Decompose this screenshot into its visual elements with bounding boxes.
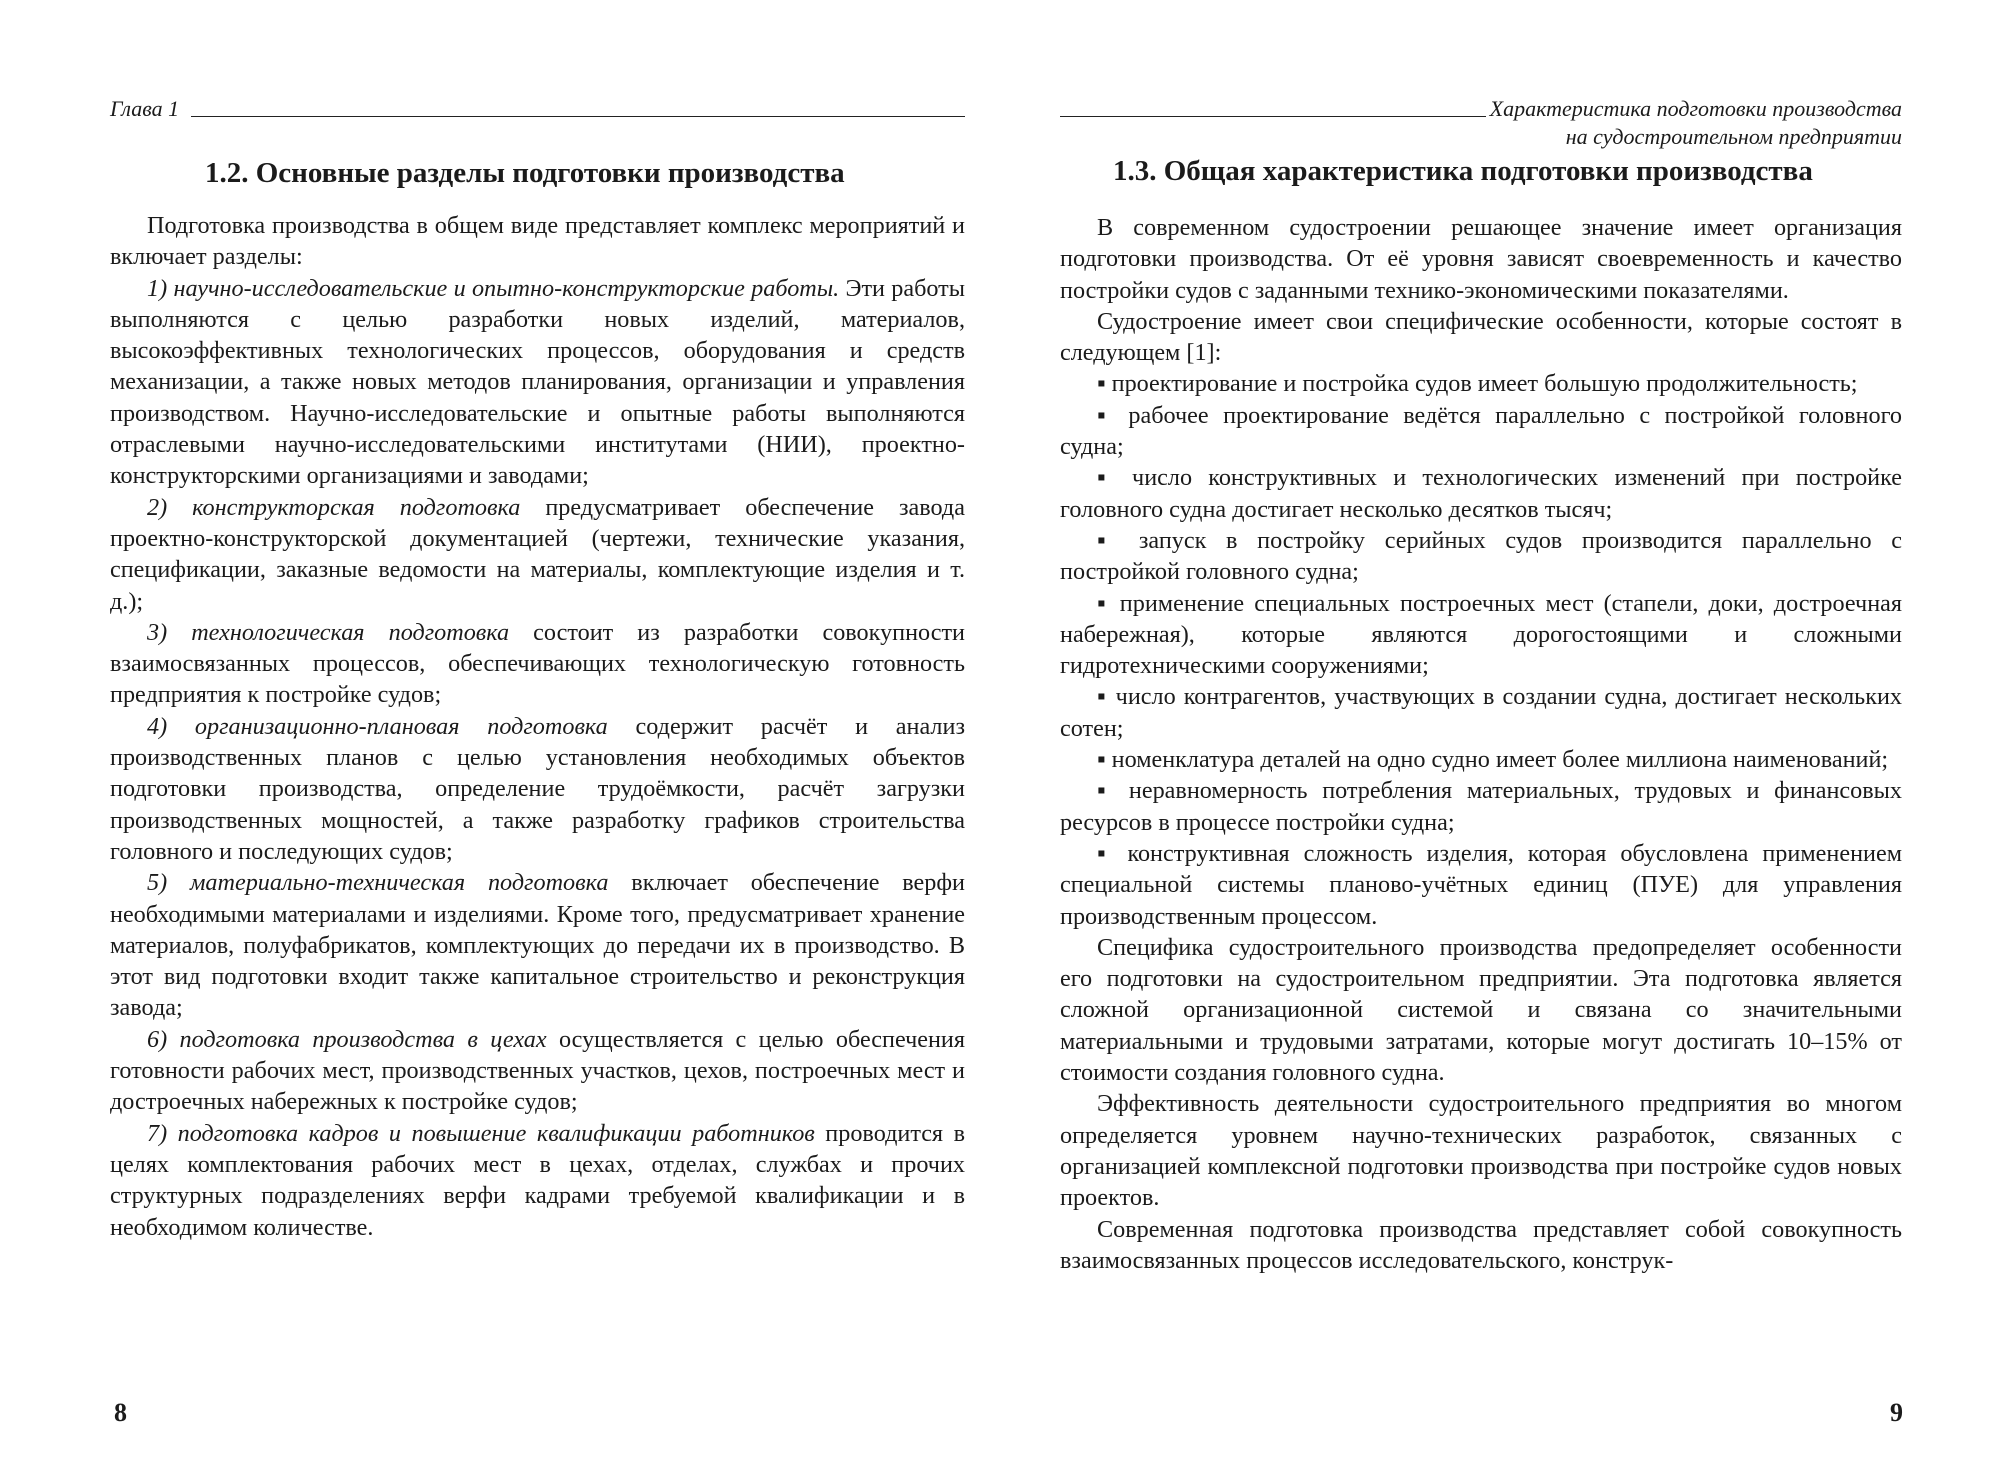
running-head-text-1: Характеристика подготовки производства: [1489, 96, 1902, 121]
bullet-item: ▪ число контрагентов, участвующих в создании судна, достигает нескольких сотен;: [1060, 683, 1902, 742]
right-body: [1060, 212, 1902, 1276]
header-rule: [1060, 116, 1486, 117]
bullet-item: ▪ проектирование и постройка судов имеет большую продолжительность;: [1097, 370, 1858, 398]
running-head-right: [1060, 95, 1902, 151]
list-item: [110, 492, 965, 617]
section-title-1-3: 1.3. Общая характеристика подготовки производства: [1113, 155, 1813, 187]
running-head-line1: [1060, 95, 1902, 123]
header-rule: [191, 116, 965, 117]
list-item: [110, 1024, 965, 1118]
list-item: [110, 867, 965, 1023]
page-number-right: 9: [1890, 1398, 1903, 1427]
bullet-item: ▪ конструктивная сложность изделия, которая обусловлена применением специальной системы планово-учётных единиц (ПУЕ) для управления производственным процессом.: [1060, 839, 1902, 930]
section-title-1-2: 1.2. Основные разделы подготовки производства: [205, 157, 845, 189]
right-page: [1000, 0, 2000, 1475]
item-text: проводится в целях комплектования рабочих мест в цехах, отделах, службах и прочих структурных подразделениях верфи кадрами требуемой квалификации и в необходимом количестве.: [110, 1119, 965, 1241]
list-item: [110, 711, 965, 867]
bullet-item: ▪ номенклатура деталей на одно судно имеет более миллиона наименований;: [1097, 746, 1889, 774]
intro-paragraph: Подготовка производства в общем виде представляет комплекс мероприятий и включает разделы:: [110, 212, 965, 271]
item-text: состоит из разработки совокупности взаимосвязанных процессов, обеспечивающих технологическую готовность предприятия к постройке судов;: [110, 618, 965, 709]
item-lead: 2) конструкторская подготовка: [147, 493, 521, 521]
item-lead: 5) материально-техническая подготовка: [147, 869, 609, 897]
item-lead: 1) научно-исследовательские и опытно-конструкторские работы.: [147, 274, 840, 302]
item-lead: 7) подготовка кадров и повышение квалификации работников: [147, 1119, 815, 1147]
item-text: содержит расчёт и анализ производственных планов с целью установления необходимых объектов подготовки производства, определение трудоёмкости, расчёт загрузки производственных мощностей, а также разработку графиков строительства головного и последующих судов;: [110, 712, 965, 865]
paragraph: Современная подготовка производства представляет собой совокупность взаимосвязанных процессов исследовательского, конструк-: [1060, 1215, 1902, 1274]
bullet-item: ▪ применение специальных построечных мест (стапели, доки, достроечная набережная), которые являются дорогостоящими и сложными гидротехническими сооружениями;: [1060, 589, 1902, 680]
list-item: [110, 1118, 965, 1243]
list-item: [110, 273, 965, 492]
paragraph: Эффективность деятельности судостроительного предприятия во многом определяется уровнем научно-технических разработок, связанных с организацией комплексной подготовки производства при постройке судов новых проектов.: [1060, 1090, 1902, 1212]
item-text: осуществляется с целью обеспечения готовности рабочих мест, производственных участков, цехов, построечных мест и достроечных набережных к постройке судов;: [110, 1025, 966, 1116]
running-head-text-2: на судостроительном предприятии: [1565, 124, 1902, 149]
left-body: [110, 210, 965, 1243]
item-lead: 4) организационно-плановая подготовка: [147, 712, 608, 740]
item-text: предусматривает обеспечение завода проектно-конструкторской документацией (чертежи, технические указания, спецификации, заказные ведомости на материалы, комплектующие изделия и т. д.);: [110, 493, 965, 615]
running-head-left: [110, 95, 965, 123]
item-text: включает обеспечение верфи необходимыми материалами и изделиями. Кроме того, предусматривает хранение материалов, полуфабрикатов, комплектующих до передачи их в производство. В этот вид подготовки входит также капитальное строительство и реконструкция завода;: [110, 869, 966, 1022]
paragraph: В современном судостроении решающее значение имеет организация подготовки производства. От её уровня зависят своевременность и качество постройки судов с заданными технико-экономическими показателями.: [1060, 214, 1902, 304]
page-number-left: 8: [114, 1398, 127, 1427]
item-lead: 3) технологическая подготовка: [147, 618, 510, 646]
bullet-item: ▪ рабочее проектирование ведётся параллельно с постройкой головного судна;: [1060, 401, 1902, 461]
item-lead: 6) подготовка производства в цехах: [147, 1025, 547, 1053]
list-item: [110, 617, 965, 711]
item-text: Эти работы выполняются с целью разработки новых изделий, материалов, высокоэффективных технологических процессов, оборудования и средств механизации, а также новых методов планирования, организации и управления производством. Научно-исследовательские и опытные работы выполняются отраслевыми научно-исследовательскими институтами (НИИ), проектно-конструкторскими организациями и заводами;: [110, 274, 965, 490]
chapter-label: Глава 1: [110, 96, 180, 121]
bullet-item: ▪ запуск в постройку серийных судов производится параллельно с постройкой головного судна;: [1060, 526, 1902, 586]
bullet-item: ▪ неравномерность потребления материальных, трудовых и финансовых ресурсов в процессе постройки судна;: [1060, 777, 1902, 836]
bullet-item: ▪ число конструктивных и технологических изменений при постройке головного судна достигает несколько десятков тысяч;: [1060, 464, 1902, 523]
paragraph: Судостроение имеет свои специфические особенности, которые состоят в следующем [1]:: [1060, 307, 1902, 367]
paragraph: Специфика судостроительного производства предопределяет особенности его подготовки на судостроительном предприятии. Эта подготовка является сложной организационной системой и связана со значительными материальными и трудовыми затратами, которые могут достигать 10–15% от стоимости создания головного судна.: [1060, 933, 1902, 1087]
